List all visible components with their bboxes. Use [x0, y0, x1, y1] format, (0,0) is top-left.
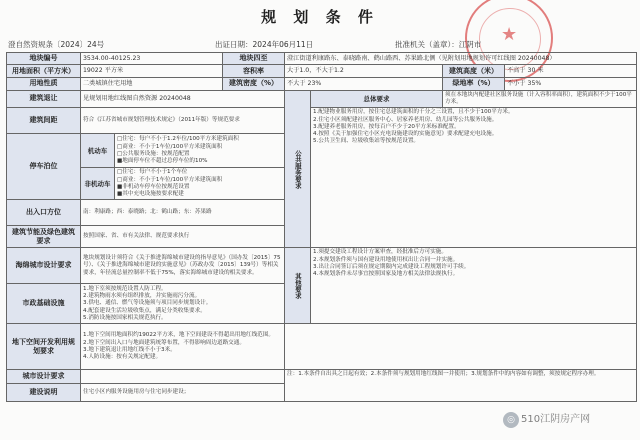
municipal-label: 市政基础设施 — [7, 284, 81, 324]
height-value: 不高于 30 米 — [505, 65, 637, 78]
far-value: 大于1.0，不大于1.2 — [285, 65, 443, 78]
footnotes: 注：1.本条件自出具之日起有效；2.本条件须与规划用地红线图一并使用；3.规划条件中的内容如有调整，须按规定程序办理。 — [285, 370, 637, 402]
land-number-label: 地块编号 — [7, 53, 81, 65]
land-boundary-value: 澄江街道利康路东、泰晓路南、鹤山路西、苏果路北侧（见附划用地规划许可红线图 20240048） — [285, 53, 637, 65]
green-ratio-label: 绿地率（%） — [443, 78, 505, 90]
area-value: 19022 平方米 — [81, 65, 223, 78]
non-motor-vehicle-value: □住宅：每户不小于1个车位 □商业：不小于1车位/100平方米建筑面积 ■非机动车停车位按规范设置 ■其中充电设施按要求配建 — [115, 168, 285, 200]
underground-extra — [285, 324, 637, 370]
spacing-label: 建筑间距 — [7, 108, 81, 134]
motor-vehicle-value: □住宅：每户不小于1.2车位/100平方米建筑面积 □商业：不小于1车位/100平方米建筑面积 □公共服务设施：按规范配置 ■地面停车位不超过总停车位的10% — [115, 134, 285, 168]
land-boundary-label: 地块四至 — [223, 53, 285, 65]
land-use-label: 用地性质 — [7, 78, 81, 90]
general-requirements-value: 须在本地块内配建社区服务设施（计入容积率面积），建筑面积不少于100平方米。 — [443, 90, 637, 108]
spacing-value: 符合《江苏省城市规划管理技术规定》（2011年版）等规范要求 — [81, 108, 285, 134]
setback-value: 见规划用地红线图自然资源 20240048 — [81, 90, 285, 108]
urban-design-label: 城市设计要求 — [7, 370, 81, 384]
public-service-label: 公共服务要求 — [285, 90, 311, 248]
sponge-city-value: 地块规划设计须符合《关于推进海绵城市建设的指导意见》（国办发〔2015〕75号）、《关于推进海绵城市建设的实施意见》（苏政办发〔2015〕139号）等相关要求，年径流总量控制率不低于75%，落实海绵城市建设的相关要求。 — [81, 248, 285, 284]
land-number-value: 3534.00-40125.23 — [81, 53, 223, 65]
general-requirements-label: 总体要求 — [311, 90, 443, 108]
logo-icon: ◎ — [503, 412, 519, 428]
sponge-city-label: 海绵城市设计要求 — [7, 248, 81, 284]
land-use-value: 二类城镇住宅用地 — [81, 78, 223, 90]
file-number: 澄自然资规条〔2024〕24号 — [8, 40, 105, 49]
setback-label: 建筑退让 — [7, 90, 81, 108]
watermark — [503, 410, 590, 428]
star-icon: ★ — [501, 24, 518, 45]
construction-notes-label: 建设说明 — [7, 384, 81, 402]
underground-label: 地下空间开发利用规划要求 — [7, 324, 81, 370]
green-building-label: 建筑节能及绿色建筑要求 — [7, 226, 81, 248]
conditions-table — [6, 52, 637, 402]
other-requirements-label: 其他要求 — [285, 248, 311, 324]
municipal-value: 1.地下室须按规范设置人防工程。 2.建筑物雨水须有组织排放，并实施雨污分流。 3.供电、通信、燃气等设施须与项目同步规划设计。 4.配套建设生活垃圾收集点，满足分类收集要求。 5.消防设施按国家相关规范执行。 — [81, 284, 285, 324]
density-label: 建筑密度（%） — [223, 78, 285, 90]
density-value: 不大于 23% — [285, 78, 443, 90]
far-label: 容积率 — [223, 65, 285, 78]
green-building-value: 按照国家、省、市有关法律、规范要求执行 — [81, 226, 285, 248]
issue-date: 出证日期：2024年06月11日 — [215, 40, 314, 49]
page-title: 规 划 条 件 — [261, 8, 379, 26]
watermark-text: 510江阴房产网 — [521, 414, 591, 425]
access-value: 南：利康路；西：泰晓路；北：鹤山路；东：苏果路 — [81, 200, 285, 226]
access-label: 出入口方位 — [7, 200, 81, 226]
motor-vehicle-label: 机动车 — [81, 134, 115, 168]
other-requirements-value: 1.须提交建设工程设计方案审查，经批准后方可实施。 2.本规划条件须与国有建设用地使用权出让合同一并实施。 3.出让合同签订后须在规定期限内完成建设工程规划许可手续。 4.本规划条件未尽事宜按照国家及地方相关法律法规执行。 — [311, 248, 637, 324]
non-motor-vehicle-label: 非机动车 — [81, 168, 115, 200]
green-ratio-value: 不小于 35% — [505, 78, 637, 90]
approving-authority: 批准机关（盖章）：江阴市 — [395, 40, 482, 49]
urban-design-value — [81, 370, 285, 384]
parking-label: 停车泊位 — [7, 134, 81, 200]
height-label: 建筑高度（米） — [443, 65, 505, 78]
underground-value: 1.地下空间用地面积约19022平方米，地下空间建设不得超出用地红线范围。 2.地下空间出入口与地面建筑统筹布置，不得影响周边道路交通。 3.地下建筑退让用地红线不小于3米。 4.人防设施：按有关规定配建。 — [81, 324, 285, 370]
area-label: 用地面积（平方米） — [7, 65, 81, 78]
public-service-value: 1.配建物业服务用房，按住宅总建筑面积的千分之三设置，且不少于100平方米。 2.住宅小区须配建社区服务中心、居家养老用房、幼儿园等公共服务设施。 3.配建养老服务用房，按每百户不少于20平方米标准配置。 4.按照《关于加强住宅小区充电设施建设的实施意见》要求配建充电设施。 5.公共卫生间、垃圾收集站等按规范设置。 — [311, 108, 637, 248]
construction-notes-value: 住宅小区内服务设施用房与住宅同步建设； — [81, 384, 285, 402]
